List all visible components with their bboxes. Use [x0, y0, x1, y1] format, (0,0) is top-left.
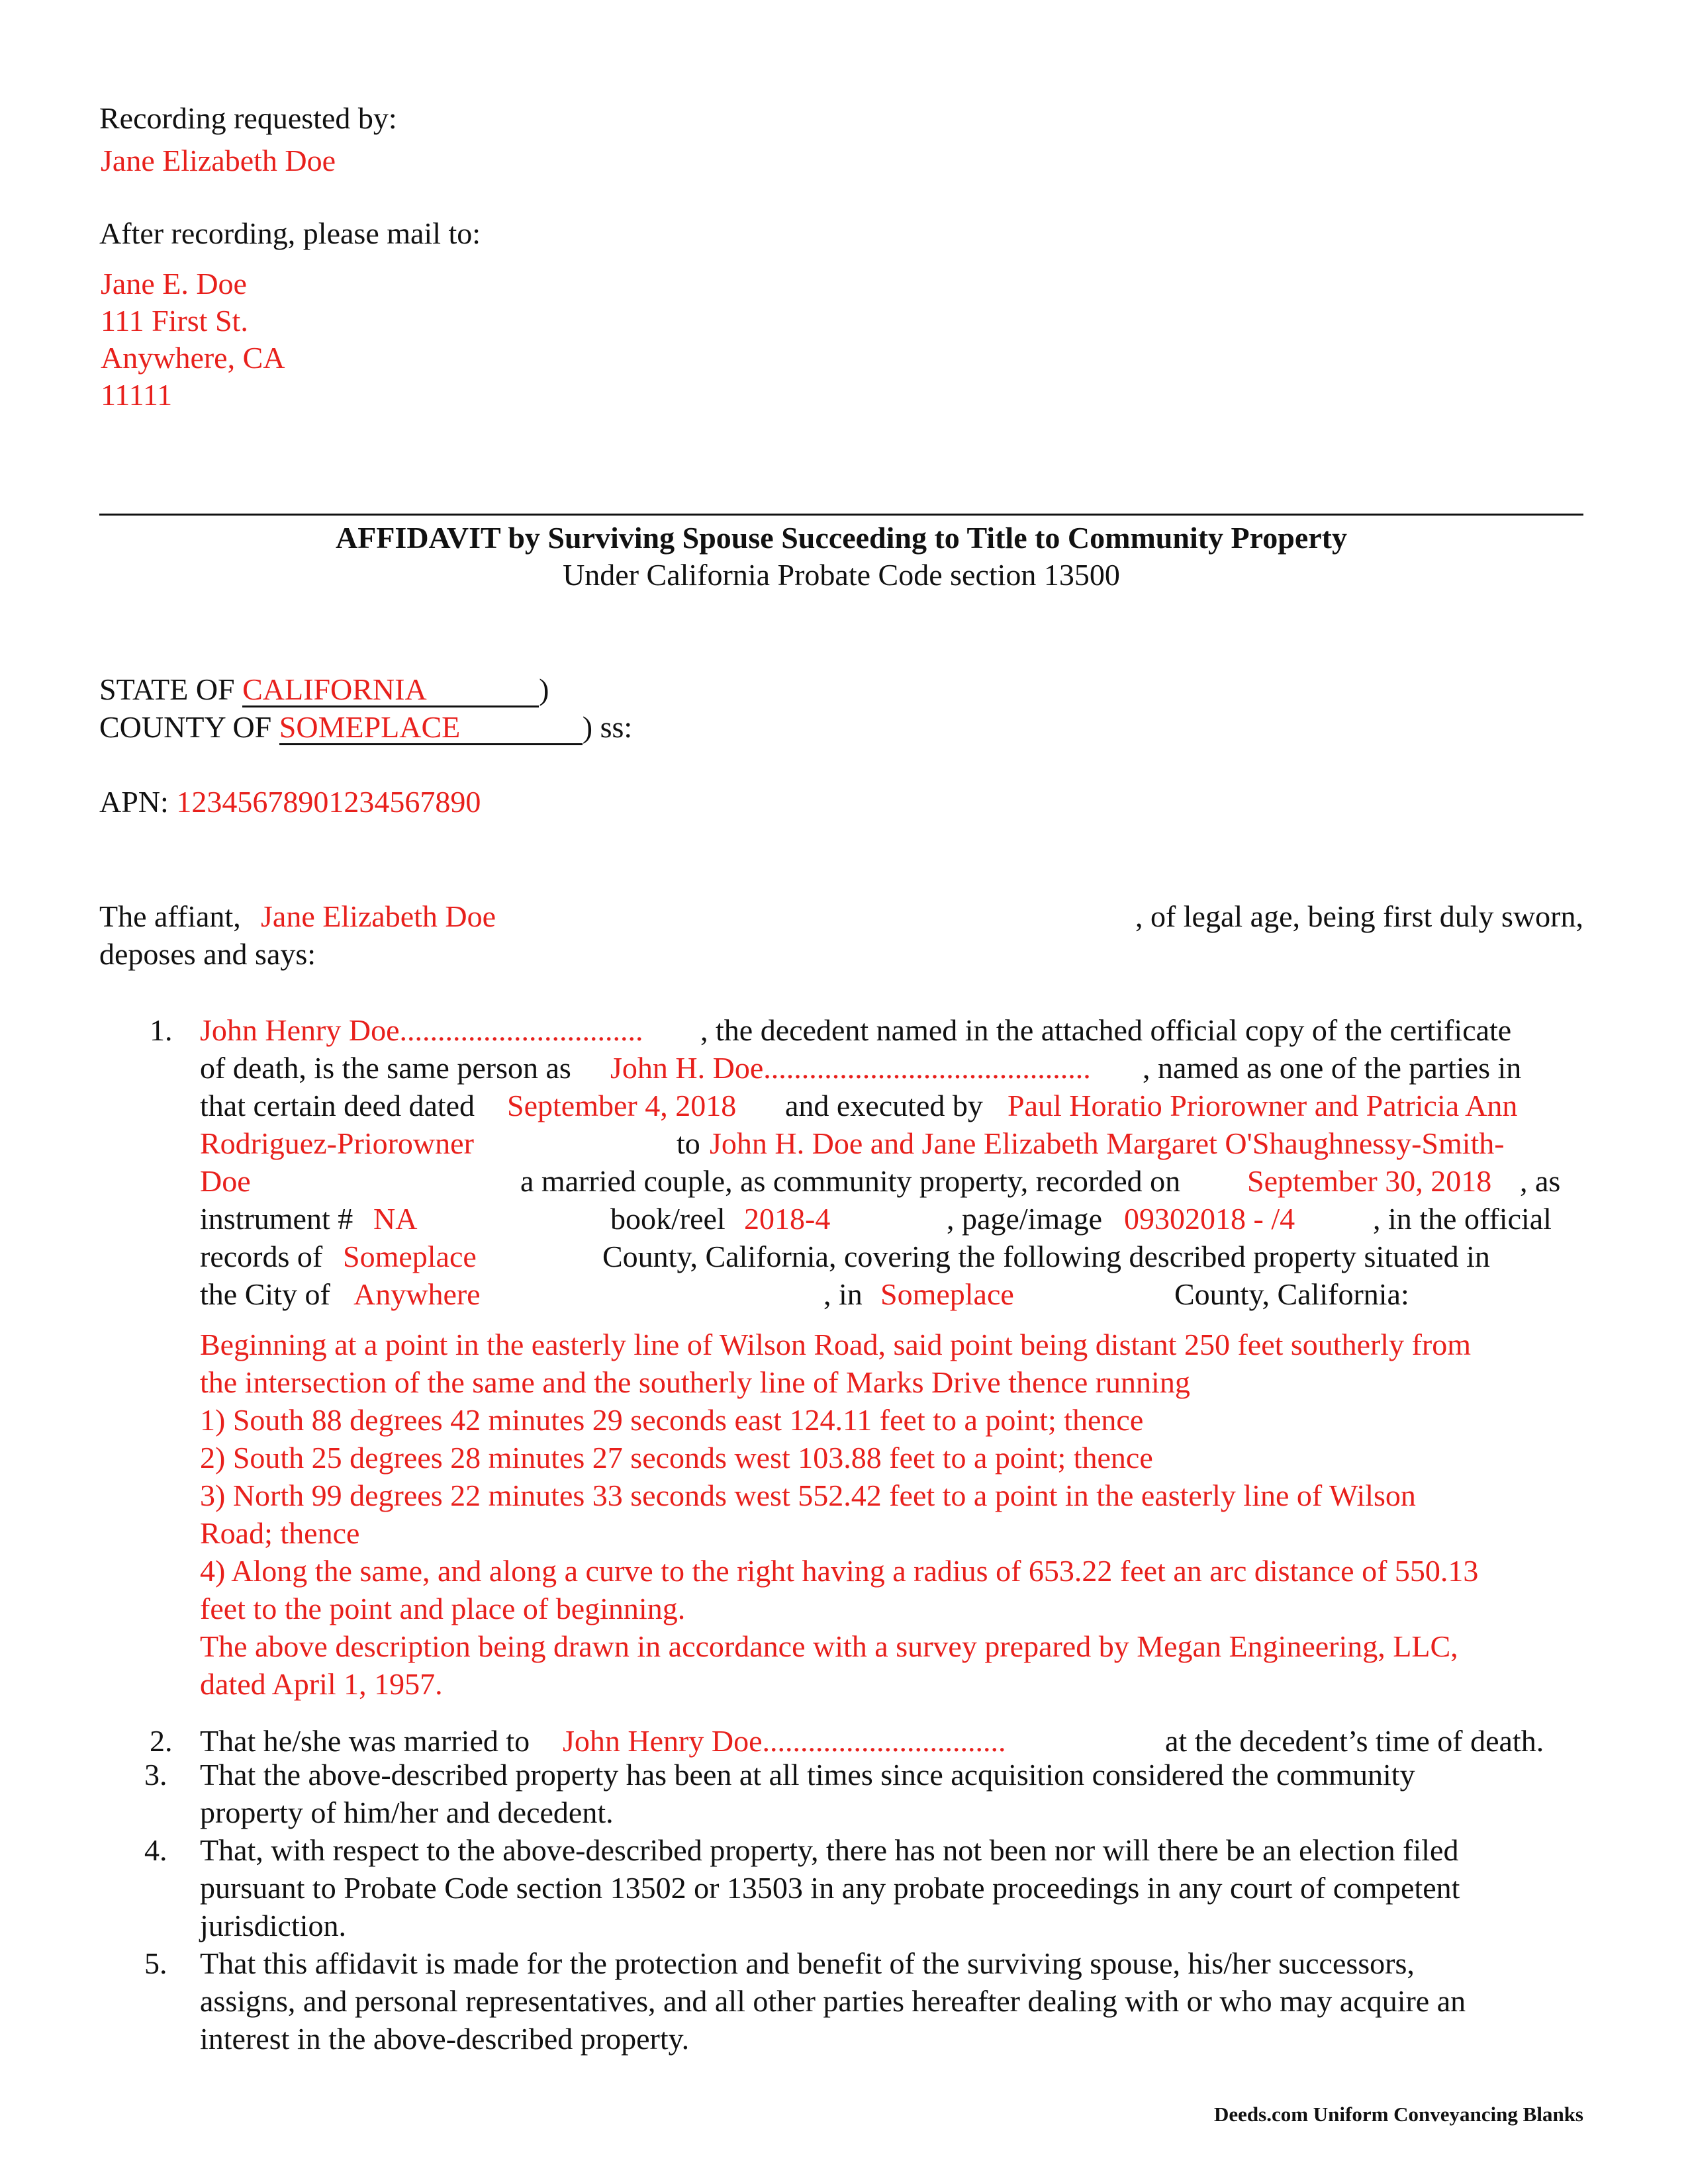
legal-line: dated April 1, 1957. [200, 1667, 443, 1701]
state-label: STATE OF [99, 672, 235, 706]
property-county: Someplace [880, 1277, 1014, 1311]
item1-text: , in [823, 1277, 863, 1311]
item-line: interest in the above-described property. [200, 2022, 690, 2056]
item-line: That, with respect to the above-described property, there has not been nor will there be an election filed [200, 1833, 1459, 1867]
venue-state [99, 674, 549, 707]
legal-line: feet to the point and place of beginning. [200, 1592, 686, 1625]
item1-text: the City of [200, 1277, 330, 1311]
mail-to-line: Jane E. Doe [101, 267, 247, 300]
item-number: 5. [144, 1946, 167, 1980]
state-field: CALIFORNIA [242, 674, 539, 707]
list-item [144, 1944, 1583, 2058]
county-label: COUNTY OF [99, 710, 272, 744]
grantee-names: John H. Doe and Jane Elizabeth Margaret O'Shaughnessy-Smith- [710, 1126, 1505, 1160]
item-number: 3. [144, 1758, 167, 1792]
affiant-name: Jane Elizabeth Doe [261, 899, 496, 933]
affiant-prefix: The affiant, [99, 899, 241, 933]
venue-county [99, 711, 632, 745]
item1-text: a married couple, as community property, recorded on [520, 1164, 1181, 1198]
item1-text: records of [200, 1240, 323, 1273]
item-line: property of him/her and decedent. [200, 1796, 614, 1829]
affidavit-statements [144, 1756, 1583, 2058]
grantee-names-cont: Doe [200, 1164, 251, 1198]
apn-value: 12345678901234567890 [176, 785, 481, 819]
item-number: 1. [150, 1013, 173, 1047]
grantor-names-cont: Rodriguez-Priorowner [200, 1126, 474, 1160]
item1-text: that certain deed dated [200, 1089, 475, 1122]
item1-text: , in the official [1373, 1202, 1552, 1236]
item1-text: County, California: [1174, 1277, 1409, 1311]
property-city: Anywhere [353, 1277, 481, 1311]
document-subtitle: Under California Probate Code section 13500 [563, 558, 1120, 592]
spouse-name: John Henry Doe................................ [563, 1724, 1006, 1758]
item1-text: , the decedent named in the attached official copy of the certificate [700, 1013, 1512, 1047]
item1-text: book/reel [610, 1202, 726, 1236]
recording-requested-label: Recording requested by: [99, 101, 397, 135]
recorded-date: September 30, 2018 [1247, 1164, 1492, 1198]
mail-to-line: 111 First St. [101, 304, 248, 338]
mail-to-label: After recording, please mail to: [99, 216, 481, 250]
state-paren: ) [539, 672, 549, 706]
instrument-number: NA [373, 1202, 418, 1236]
item-line: jurisdiction. [200, 1909, 347, 1942]
affiant-deposes: deposes and says: [99, 937, 316, 971]
grantor-names: Paul Horatio Priorowner and Patricia Ann [1008, 1089, 1518, 1122]
item1-text: and executed by [785, 1089, 983, 1122]
item2-prefix: That he/she was married to [200, 1724, 530, 1758]
item1-text: , page/image [947, 1202, 1103, 1236]
legal-line: The above description being drawn in accordance with a survey prepared by Megan Engineering, LLC, [200, 1629, 1458, 1663]
recording-requested-name: Jane Elizabeth Doe [101, 144, 336, 177]
item1-text: instrument # [200, 1202, 353, 1236]
county-paren-ss: ) ss: [582, 710, 633, 744]
item-line: assigns, and personal representatives, and all other parties hereafter dealing with or who may acquire an [200, 1984, 1466, 2018]
affiant-suffix: , of legal age, being first duly sworn, [1135, 899, 1583, 933]
legal-line: Road; thence [200, 1516, 360, 1550]
legal-line: 4) Along the same, and along a curve to the right having a radius of 653.22 feet an arc distance of 550.13 [200, 1554, 1479, 1588]
item-line: pursuant to Probate Code section 13502 or 13503 in any probate proceedings in any court of competent [200, 1871, 1460, 1905]
legal-line: 3) North 99 degrees 22 minutes 33 seconds west 552.42 feet to a point in the easterly line of Wilson [200, 1479, 1416, 1512]
document-title: AFFIDAVIT by Surviving Spouse Succeeding to Title to Community Property [336, 521, 1347, 555]
legal-line: 1) South 88 degrees 42 minutes 29 seconds east 124.11 feet to a point; thence [200, 1403, 1144, 1437]
legal-line: 2) South 25 degrees 28 minutes 27 seconds west 103.88 feet to a point; thence [200, 1441, 1153, 1475]
list-item [144, 1831, 1583, 1944]
item-line: That this affidavit is made for the protection and benefit of the surviving spouse, his/her successors, [200, 1946, 1415, 1980]
footer-credit: Deeds.com Uniform Conveyancing Blanks [1213, 2103, 1583, 2126]
item1-text: to [677, 1126, 700, 1160]
item-number: 2. [150, 1724, 173, 1758]
legal-line: the intersection of the same and the southerly line of Marks Drive thence running [200, 1365, 1190, 1399]
item1-text: , named as one of the parties in [1143, 1051, 1522, 1085]
item-number: 4. [144, 1833, 167, 1867]
deed-party-name: John H. Doe........................................... [610, 1051, 1091, 1085]
item-line: That the above-described property has been at all times since acquisition considered the community [200, 1758, 1415, 1792]
page-image: 09302018 - /4 [1124, 1202, 1295, 1236]
decedent-name: John Henry Doe................................ [200, 1013, 643, 1047]
header-divider [99, 514, 1583, 516]
county-field: SOMEPLACE [279, 711, 583, 745]
deed-date: September 4, 2018 [507, 1089, 737, 1122]
item1-text: of death, is the same person as [200, 1051, 571, 1085]
mail-to-line: Anywhere, CA [101, 341, 285, 375]
book-reel: 2018-4 [744, 1202, 831, 1236]
apn-line [99, 787, 481, 817]
item1-text: County, California, covering the following described property situated in [602, 1240, 1490, 1273]
apn-label: APN: [99, 785, 169, 819]
item2-suffix: at the decedent’s time of death. [1165, 1724, 1544, 1758]
legal-line: Beginning at a point in the easterly line of Wilson Road, said point being distant 250 feet southerly from [200, 1328, 1472, 1361]
legal-description [200, 1326, 1583, 1703]
list-item [144, 1756, 1583, 1831]
records-county: Someplace [343, 1240, 477, 1273]
item1-text: , as [1520, 1164, 1561, 1198]
mail-to-line: 11111 [101, 378, 173, 412]
